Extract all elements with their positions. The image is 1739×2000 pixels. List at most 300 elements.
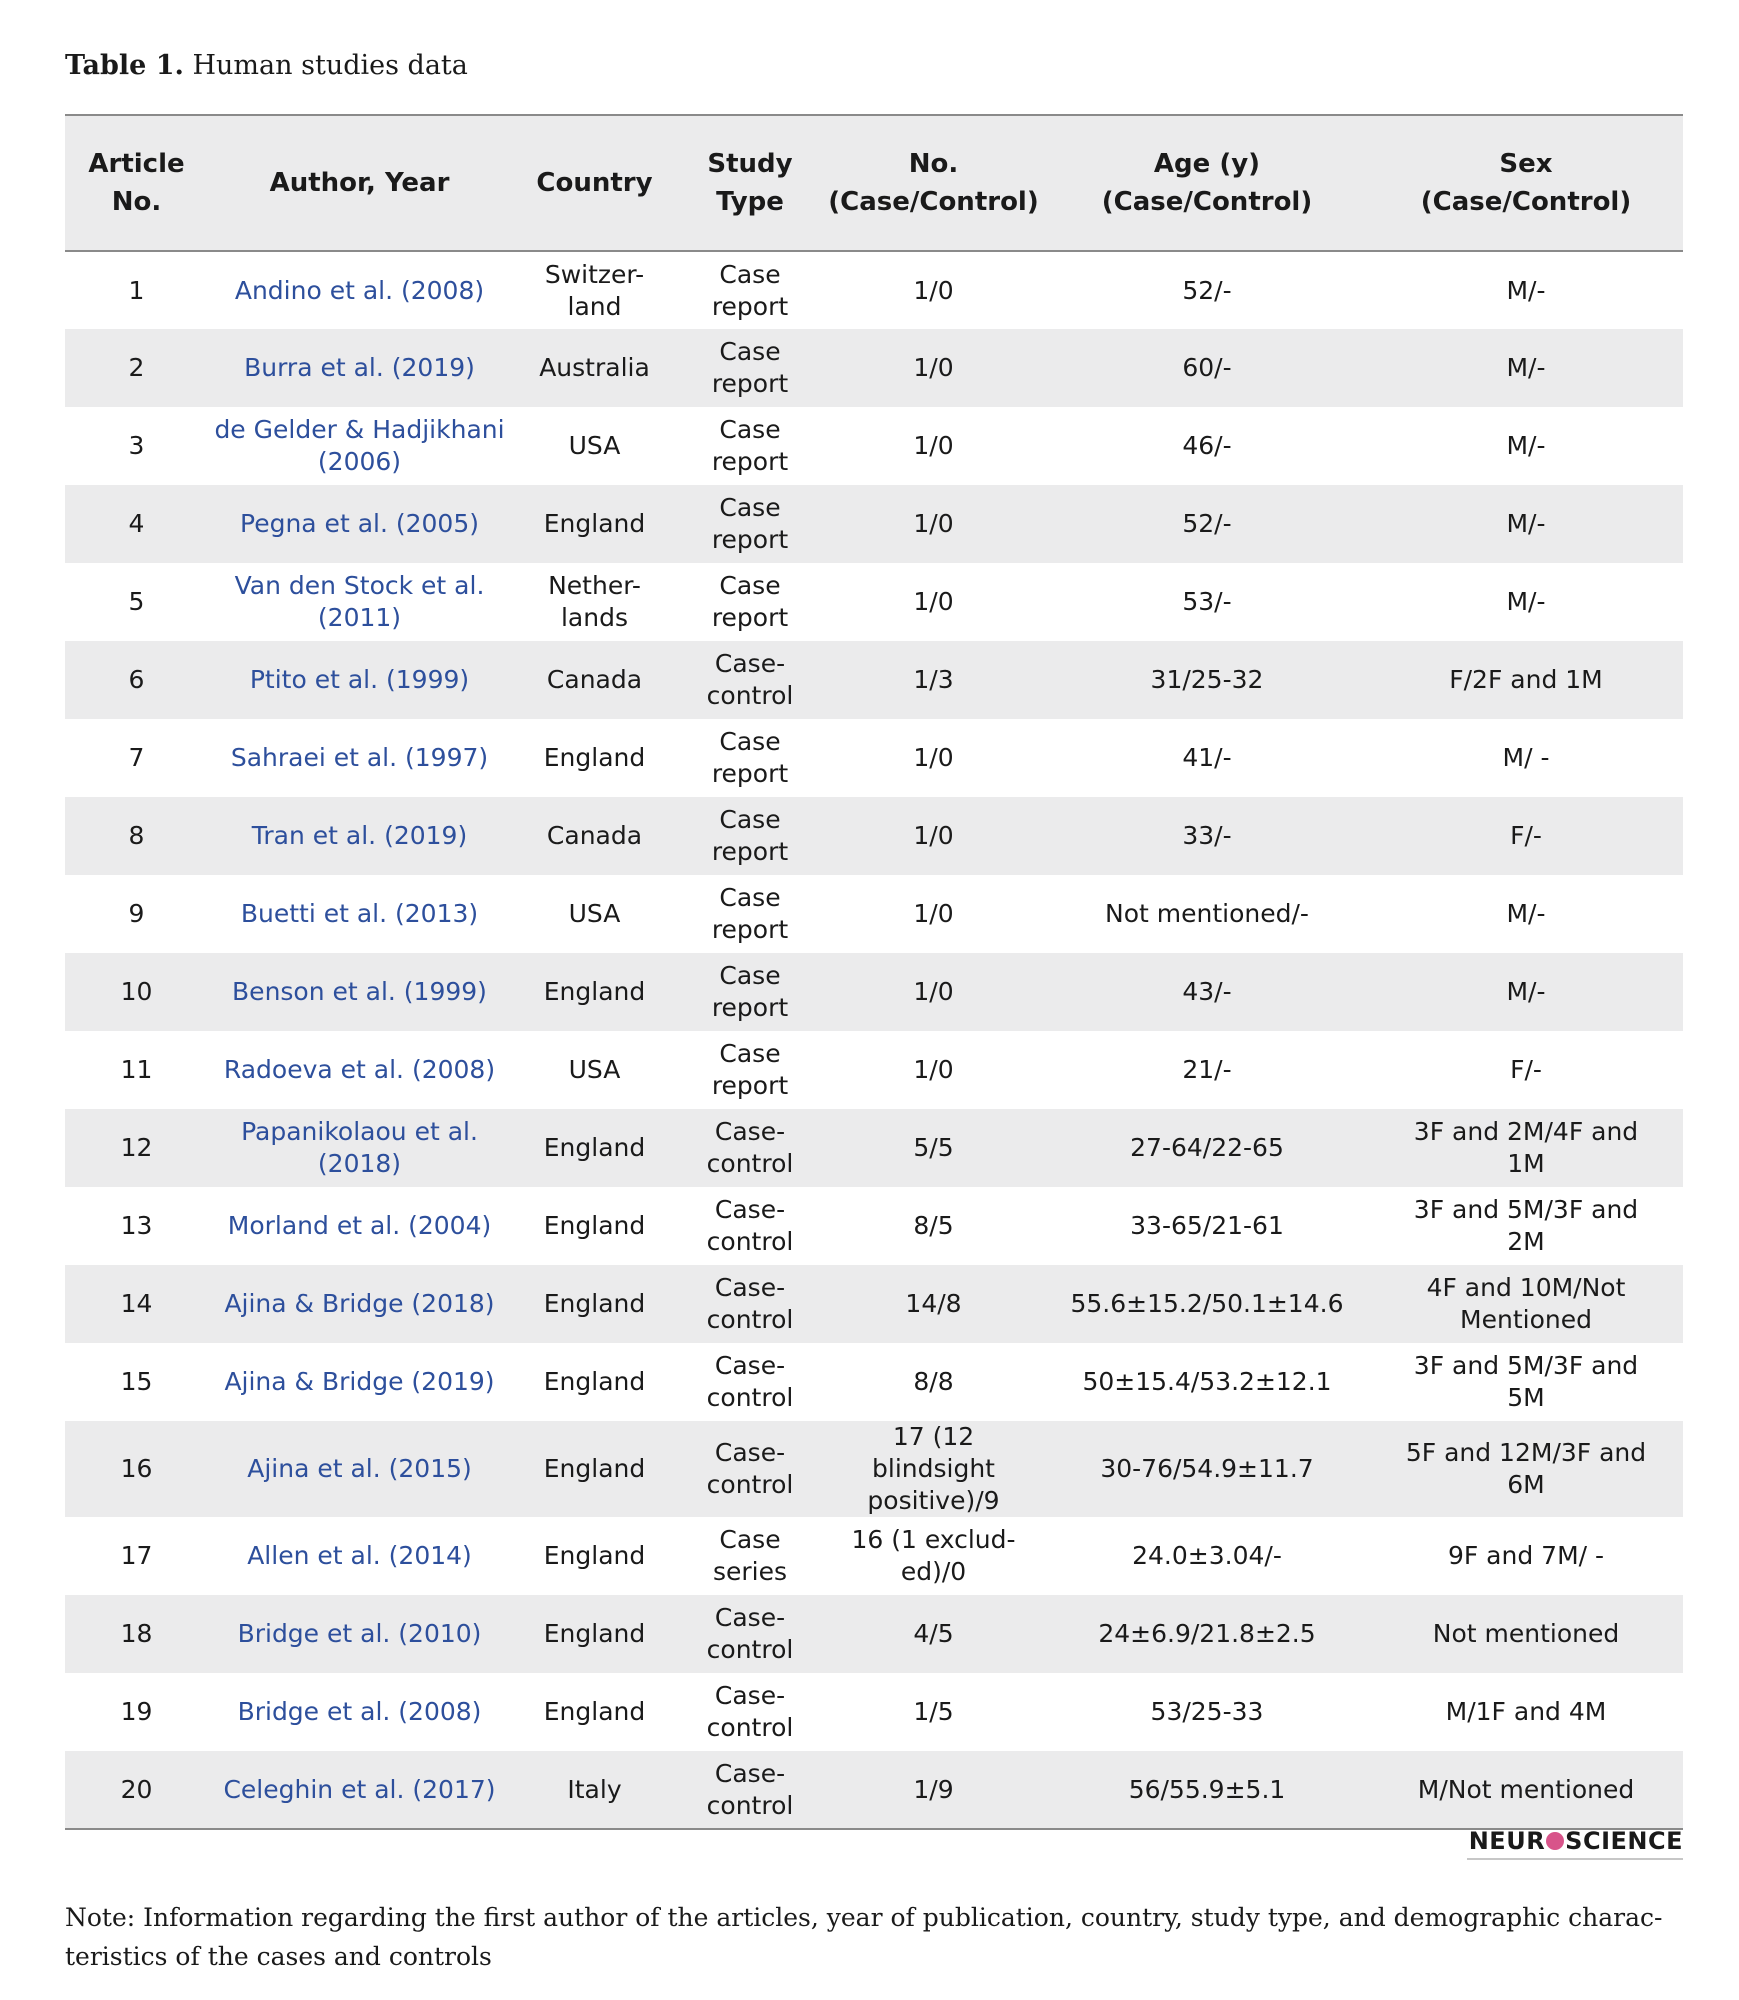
cell-text-line: positive)/9	[867, 1486, 1000, 1515]
cell-text-line: Bridge et al. (2008)	[237, 1697, 482, 1726]
cell-text-line: control	[706, 1635, 794, 1664]
cell-article-no: 20	[120, 1774, 153, 1804]
cell-text-line: M/1F and 4M	[1445, 1697, 1607, 1726]
cell-text-line: control	[706, 1713, 794, 1742]
cell-text-line: Celeghin et al. (2017)	[223, 1774, 496, 1804]
cell-text-line: 3F and 5M/3F and	[1413, 1351, 1639, 1380]
table-row	[65, 641, 1683, 719]
cell-article-no: 16	[120, 1454, 153, 1483]
cell-author-year	[208, 329, 511, 407]
cell-text-line: 31/25-32	[1150, 665, 1264, 694]
cell-text-line: de Gelder & Hadjikhani	[214, 415, 505, 444]
header-article-no	[65, 115, 208, 251]
header-text-line: Sex	[1499, 149, 1553, 179]
table-caption	[65, 48, 468, 84]
cell-country	[511, 329, 678, 407]
cell-author-year	[208, 1595, 511, 1673]
table-row	[65, 1265, 1683, 1343]
table-row	[65, 953, 1683, 1031]
cell-text-line: USA	[568, 1055, 621, 1084]
cell-age	[1045, 563, 1369, 641]
cell-article-no: 7	[128, 743, 145, 772]
cell-study-type	[678, 797, 822, 875]
cell-article-no: 13	[120, 1211, 153, 1240]
cell-text-line: F/-	[1510, 821, 1542, 850]
cell-country	[511, 563, 678, 641]
cell-age	[1045, 1031, 1369, 1109]
cell-sex	[1369, 329, 1683, 407]
cell-sex	[1369, 1751, 1683, 1829]
cell-text-line: (2018)	[317, 1149, 402, 1178]
table-row	[65, 1187, 1683, 1265]
cell-text-line: (2006)	[317, 447, 402, 476]
header-row	[65, 115, 1683, 251]
cell-text-line: Case-	[714, 1351, 786, 1380]
cell-study-type	[678, 1343, 822, 1421]
cell-text-line: Pegna et al. (2005)	[240, 509, 479, 538]
cell-country	[511, 1595, 678, 1673]
header-text-line: Article	[88, 149, 185, 179]
cell-text-line: Not mentioned	[1432, 1619, 1620, 1648]
cell-study-type	[678, 329, 822, 407]
cell-text-line: report	[711, 837, 789, 866]
cell-sex	[1369, 953, 1683, 1031]
cell-article-no: 12	[120, 1133, 153, 1162]
cell-study-type	[678, 1673, 822, 1751]
cell-sex	[1369, 641, 1683, 719]
cell-text-line: 1/0	[913, 743, 954, 772]
table-row	[65, 1421, 1683, 1517]
note-line: teristics of the cases and controls	[65, 1942, 492, 1971]
cell-text-line: Ajina & Bridge (2018)	[224, 1289, 495, 1318]
cell-text-line: Allen et al. (2014)	[247, 1541, 472, 1570]
cell-sex	[1369, 1421, 1683, 1517]
cell-text-line: 1/3	[913, 665, 954, 694]
cell-text-line: control	[706, 1383, 794, 1412]
table-row	[65, 251, 1683, 329]
cell-text-line: M/-	[1506, 353, 1546, 382]
cell-text-line: 52/-	[1182, 509, 1232, 538]
cell-text-line: 3F and 5M/3F and	[1413, 1195, 1639, 1224]
header-text-line: Study	[707, 149, 793, 179]
cell-study-type	[678, 1187, 822, 1265]
cell-study-type	[678, 953, 822, 1031]
cell-country	[511, 1673, 678, 1751]
cell-text-line: England	[543, 1367, 646, 1396]
header-text-line: Country	[536, 168, 653, 198]
cell-text-line: 9F and 7M/ -	[1447, 1541, 1605, 1570]
cell-text-line: M/ -	[1502, 743, 1550, 772]
cell-text-line: 1/0	[913, 353, 954, 382]
cell-study-type	[678, 1031, 822, 1109]
cell-text-line: Buetti et al. (2013)	[240, 899, 479, 928]
cell-article-no: 1	[128, 275, 145, 305]
cell-text-line: Case	[719, 1525, 781, 1554]
cell-count	[822, 953, 1045, 1031]
cell-text-line: 53/-	[1182, 587, 1232, 616]
cell-text-line: (2011)	[317, 603, 402, 632]
logo-underline	[1467, 1858, 1683, 1860]
cell-country	[511, 719, 678, 797]
cell-text-line: 1/0	[913, 1055, 954, 1084]
cell-author-year	[208, 641, 511, 719]
cell-text-line: M/-	[1506, 977, 1546, 1006]
cell-text-line: Ajina & Bridge (2019)	[224, 1367, 495, 1396]
cell-author-year	[208, 1187, 511, 1265]
cell-text-line: Case	[719, 259, 781, 289]
cell-text-line: 5F and 12M/3F and	[1405, 1438, 1647, 1467]
cell-study-type	[678, 1109, 822, 1187]
cell-text-line: Case	[719, 961, 781, 990]
cell-count	[822, 1343, 1045, 1421]
table-row	[65, 1343, 1683, 1421]
cell-text-line: Case-	[714, 1117, 786, 1146]
cell-count	[822, 797, 1045, 875]
cell-author-year	[208, 251, 511, 329]
cell-count	[822, 1673, 1045, 1751]
cell-author-year	[208, 719, 511, 797]
cell-text-line: 3F and 2M/4F and	[1413, 1117, 1639, 1146]
cell-text-line: Nether-	[548, 571, 641, 600]
header-text-line: Type	[716, 187, 784, 217]
cell-count	[822, 1031, 1045, 1109]
cell-study-type	[678, 251, 822, 329]
cell-text-line: 33/-	[1182, 821, 1232, 850]
cell-text-line: Case-	[714, 649, 786, 678]
cell-country	[511, 407, 678, 485]
table-row	[65, 329, 1683, 407]
cell-text-line: 1/0	[913, 587, 954, 616]
cell-text-line: 30-76/54.9±11.7	[1100, 1454, 1314, 1483]
logo-text-left: NEUR	[1468, 1827, 1546, 1855]
cell-author-year	[208, 953, 511, 1031]
cell-count	[822, 1109, 1045, 1187]
header-text-line: No.	[908, 149, 959, 179]
table-row	[65, 1517, 1683, 1595]
note-line: Note: Information regarding the first author of the articles, year of publication, country, study type, and demographic charac-	[65, 1903, 1663, 1932]
cell-age	[1045, 1265, 1369, 1343]
table-row	[65, 485, 1683, 563]
cell-country	[511, 251, 678, 329]
header-country	[511, 115, 678, 251]
cell-text-line: Case-	[714, 1195, 786, 1224]
header-text-line: Author, Year	[269, 168, 450, 198]
cell-author-year	[208, 1265, 511, 1343]
cell-text-line: England	[543, 1133, 646, 1162]
cell-text-line: Case-	[714, 1681, 786, 1710]
cell-text-line: England	[543, 1289, 646, 1318]
cell-article-no: 3	[128, 431, 145, 460]
cell-country	[511, 1421, 678, 1517]
cell-text-line: Switzer-	[544, 259, 645, 289]
neuroscience-logo	[1467, 1827, 1683, 1855]
cell-text-line: M/-	[1506, 899, 1546, 928]
cell-text-line: report	[711, 1071, 789, 1100]
header-text-line: (Case/Control)	[1101, 187, 1313, 217]
cell-age	[1045, 1343, 1369, 1421]
cell-text-line: 4F and 10M/Not	[1426, 1273, 1626, 1302]
cell-text-line: Case-	[714, 1603, 786, 1632]
table-row	[65, 1031, 1683, 1109]
table-row	[65, 1751, 1683, 1829]
cell-text-line: report	[711, 759, 789, 788]
table-row	[65, 407, 1683, 485]
cell-study-type	[678, 1421, 822, 1517]
cell-text-line: control	[706, 681, 794, 710]
header-text-line: (Case/Control)	[1420, 187, 1632, 217]
cell-text-line: 27-64/22-65	[1130, 1133, 1284, 1162]
cell-text-line: Case-	[714, 1273, 786, 1302]
cell-country	[511, 1031, 678, 1109]
cell-age	[1045, 953, 1369, 1031]
cell-count	[822, 563, 1045, 641]
cell-count	[822, 1517, 1045, 1595]
cell-sex	[1369, 797, 1683, 875]
human-studies-table	[65, 114, 1683, 1830]
cell-text-line: series	[712, 1557, 788, 1586]
header-author-year	[208, 115, 511, 251]
header-count	[822, 115, 1045, 251]
cell-text-line: Radoeva et al. (2008)	[223, 1055, 496, 1084]
cell-text-line: Case	[719, 1039, 781, 1068]
cell-age	[1045, 641, 1369, 719]
cell-article-no: 8	[128, 821, 145, 850]
cell-text-line: Case	[719, 883, 781, 912]
cell-author-year	[208, 407, 511, 485]
cell-text-line: England	[543, 1697, 646, 1726]
table-body	[65, 251, 1683, 1829]
cell-text-line: Australia	[539, 353, 650, 382]
table-row	[65, 719, 1683, 797]
cell-text-line: Sahraei et al. (1997)	[230, 743, 489, 772]
cell-text-line: lands	[560, 603, 628, 632]
cell-text-line: England	[543, 1211, 646, 1240]
cell-sex	[1369, 563, 1683, 641]
cell-article-no: 6	[128, 665, 145, 694]
cell-count	[822, 251, 1045, 329]
cell-article-no: 15	[120, 1367, 153, 1396]
cell-study-type	[678, 1265, 822, 1343]
cell-sex	[1369, 1673, 1683, 1751]
cell-text-line: USA	[568, 899, 621, 928]
cell-author-year	[208, 563, 511, 641]
cell-text-line: Case	[719, 805, 781, 834]
cell-sex	[1369, 407, 1683, 485]
cell-text-line: 1/0	[913, 899, 954, 928]
cell-author-year	[208, 797, 511, 875]
cell-text-line: 16 (1 exclud-	[851, 1525, 1016, 1554]
cell-text-line: England	[543, 1541, 646, 1570]
cell-text-line: Benson et al. (1999)	[232, 977, 487, 1006]
cell-age	[1045, 485, 1369, 563]
cell-text-line: 8/8	[913, 1367, 954, 1396]
cell-study-type	[678, 1517, 822, 1595]
cell-country	[511, 797, 678, 875]
cell-text-line: 43/-	[1182, 977, 1232, 1006]
cell-sex	[1369, 1031, 1683, 1109]
cell-text-line: 55.6±15.2/50.1±14.6	[1070, 1289, 1344, 1318]
cell-count	[822, 1751, 1045, 1829]
header-text-line: No.	[111, 187, 162, 217]
cell-text-line: Case-	[714, 1438, 786, 1467]
cell-text-line: Italy	[567, 1774, 622, 1804]
cell-sex	[1369, 485, 1683, 563]
cell-article-no: 18	[120, 1619, 153, 1648]
cell-text-line: 52/-	[1182, 275, 1232, 305]
cell-text-line: 41/-	[1182, 743, 1232, 772]
cell-sex	[1369, 1109, 1683, 1187]
cell-author-year	[208, 1421, 511, 1517]
header-text-line: (Case/Control)	[828, 187, 1039, 217]
cell-country	[511, 1343, 678, 1421]
cell-sex	[1369, 1517, 1683, 1595]
cell-text-line: Case	[719, 337, 781, 366]
cell-text-line: England	[543, 1619, 646, 1648]
cell-age	[1045, 1109, 1369, 1187]
cell-country	[511, 485, 678, 563]
cell-author-year	[208, 1031, 511, 1109]
cell-count	[822, 1421, 1045, 1517]
cell-text-line: 8/5	[913, 1211, 954, 1240]
cell-sex	[1369, 1187, 1683, 1265]
cell-count	[822, 719, 1045, 797]
cell-text-line: Papanikolaou et al.	[241, 1117, 478, 1146]
cell-text-line: 24±6.9/21.8±2.5	[1098, 1619, 1316, 1648]
cell-age	[1045, 407, 1369, 485]
cell-text-line: control	[706, 1305, 794, 1334]
cell-text-line: Ptito et al. (1999)	[249, 665, 470, 694]
cell-text-line: Mentioned	[1460, 1305, 1592, 1334]
cell-text-line: report	[711, 603, 789, 632]
cell-text-line: Case	[719, 493, 781, 522]
cell-text-line: control	[706, 1470, 794, 1499]
cell-text-line: 4/5	[913, 1619, 954, 1648]
cell-text-line: Case	[719, 571, 781, 600]
cell-text-line: ed)/0	[900, 1557, 967, 1586]
cell-text-line: Canada	[546, 821, 643, 850]
cell-study-type	[678, 719, 822, 797]
cell-text-line: 46/-	[1182, 431, 1232, 460]
cell-article-no: 5	[128, 587, 145, 616]
cell-sex	[1369, 251, 1683, 329]
caption-text: Human studies data	[192, 50, 468, 81]
cell-text-line: England	[543, 509, 646, 538]
table-row	[65, 1109, 1683, 1187]
cell-text-line: 1/0	[913, 821, 954, 850]
caption-label: Table 1.	[65, 50, 184, 81]
header-study-type	[678, 115, 822, 251]
cell-text-line: 1/0	[913, 509, 954, 538]
cell-age	[1045, 329, 1369, 407]
cell-age	[1045, 251, 1369, 329]
header-sex	[1369, 115, 1683, 251]
cell-article-no: 11	[120, 1055, 153, 1084]
cell-article-no: 9	[128, 899, 145, 928]
cell-study-type	[678, 641, 822, 719]
cell-sex	[1369, 875, 1683, 953]
cell-text-line: Morland et al. (2004)	[227, 1211, 492, 1240]
cell-country	[511, 1517, 678, 1595]
cell-text-line: M/-	[1506, 509, 1546, 538]
table-row	[65, 1673, 1683, 1751]
cell-country	[511, 875, 678, 953]
cell-sex	[1369, 1343, 1683, 1421]
cell-text-line: 5/5	[913, 1133, 954, 1162]
cell-author-year	[208, 1109, 511, 1187]
cell-text-line: land	[567, 291, 622, 321]
cell-text-line: 53/25-33	[1150, 1697, 1264, 1726]
cell-text-line: report	[711, 447, 789, 476]
cell-text-line: 1/5	[913, 1697, 954, 1726]
header-text-line: Age (y)	[1153, 149, 1261, 179]
cell-country	[511, 953, 678, 1031]
cell-age	[1045, 1421, 1369, 1517]
cell-country	[511, 1265, 678, 1343]
cell-study-type	[678, 875, 822, 953]
cell-text-line: report	[711, 369, 789, 398]
logo-text-right: SCIENCE	[1565, 1827, 1683, 1855]
cell-country	[511, 1751, 678, 1829]
cell-article-no: 10	[120, 977, 153, 1006]
cell-author-year	[208, 875, 511, 953]
cell-text-line: report	[711, 291, 789, 321]
cell-text-line: 17 (12 blindsight	[872, 1422, 995, 1483]
cell-text-line: report	[711, 993, 789, 1022]
cell-age	[1045, 719, 1369, 797]
cell-text-line: 6M	[1507, 1470, 1545, 1499]
cell-text-line: Case-	[714, 1758, 786, 1788]
table-row	[65, 563, 1683, 641]
cell-text-line: report	[711, 915, 789, 944]
table-note	[65, 1898, 1683, 1976]
cell-text-line: Andino et al. (2008)	[234, 275, 485, 305]
cell-text-line: 1/0	[913, 431, 954, 460]
cell-text-line: 60/-	[1182, 353, 1232, 382]
cell-author-year	[208, 1673, 511, 1751]
cell-text-line: 50±15.4/53.2±12.1	[1082, 1367, 1332, 1396]
cell-text-line: 1M	[1507, 1149, 1545, 1178]
cell-text-line: 24.0±3.04/-	[1132, 1541, 1282, 1570]
cell-count	[822, 1595, 1045, 1673]
logo-seal-icon	[1546, 1832, 1564, 1850]
cell-text-line: control	[706, 1149, 794, 1178]
cell-article-no: 2	[128, 353, 145, 382]
cell-text-line: Burra et al. (2019)	[244, 353, 475, 382]
cell-article-no: 17	[120, 1541, 153, 1570]
cell-text-line: 2M	[1507, 1227, 1545, 1256]
cell-age	[1045, 797, 1369, 875]
cell-study-type	[678, 1595, 822, 1673]
cell-text-line: 5M	[1507, 1383, 1545, 1412]
cell-sex	[1369, 1595, 1683, 1673]
cell-count	[822, 1187, 1045, 1265]
cell-text-line: Canada	[546, 665, 643, 694]
cell-text-line: 21/-	[1182, 1055, 1232, 1084]
cell-study-type	[678, 563, 822, 641]
cell-author-year	[208, 1517, 511, 1595]
cell-text-line: England	[543, 743, 646, 772]
cell-text-line: Case	[719, 415, 781, 444]
cell-text-line: Case	[719, 727, 781, 756]
cell-age	[1045, 1517, 1369, 1595]
header-age	[1045, 115, 1369, 251]
cell-country	[511, 1187, 678, 1265]
cell-text-line: Tran et al. (2019)	[251, 821, 468, 850]
cell-study-type	[678, 485, 822, 563]
cell-text-line: control	[706, 1227, 794, 1256]
cell-text-line: 33-65/21-61	[1130, 1211, 1284, 1240]
cell-count	[822, 485, 1045, 563]
